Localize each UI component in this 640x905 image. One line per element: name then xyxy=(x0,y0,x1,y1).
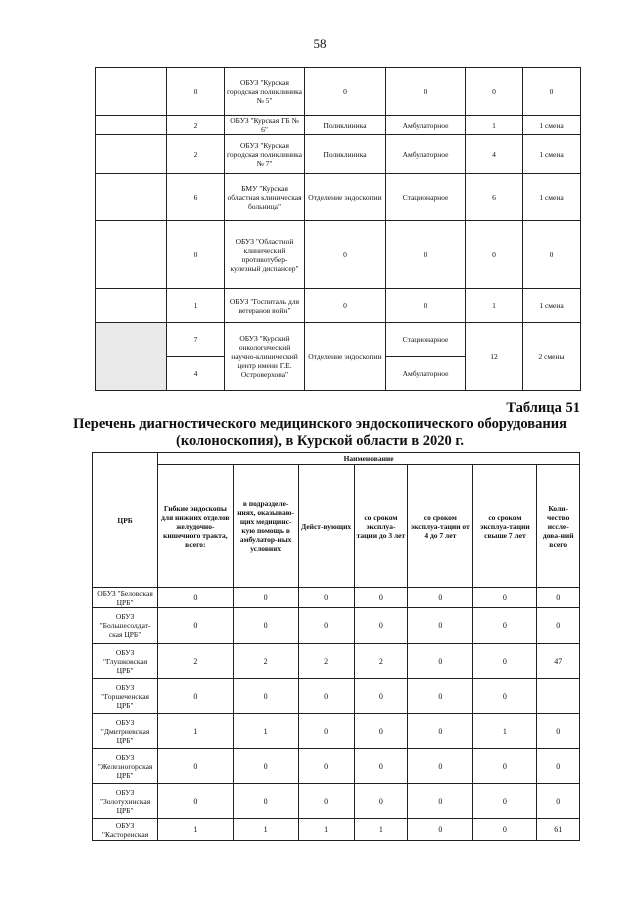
table-cell: 1 xyxy=(233,819,298,841)
table-cell: 2 xyxy=(158,644,233,679)
table-cell: ОБУЗ "Курская ГБ № 6" xyxy=(225,116,305,135)
table-cell: 0 xyxy=(354,749,408,784)
table-cell: 7 xyxy=(167,323,225,357)
endoscopy-departments-table xyxy=(95,67,581,391)
table-cell: 47 xyxy=(537,644,580,679)
table-cell: 6 xyxy=(167,174,225,221)
page-number: 58 xyxy=(313,36,327,51)
table-cell: 4 xyxy=(466,135,523,174)
table-row xyxy=(93,784,580,819)
table-row xyxy=(96,323,581,357)
table-cell: 0 xyxy=(408,714,473,749)
table-cell: 0 xyxy=(408,749,473,784)
table-cell: ОБУЗ "Курский онкологический научно-клинический центр имени Г.Е. Островерхова" xyxy=(225,323,305,391)
table-cell: 0 xyxy=(386,221,466,289)
table-cell: 0 xyxy=(233,784,298,819)
table-cell: 0 xyxy=(537,784,580,819)
table-cell: 0 xyxy=(408,588,473,608)
table-cell: 0 xyxy=(408,784,473,819)
table-cell: 0 xyxy=(386,68,466,116)
table-cell: ОБУЗ "Курская городская поликлиника № 5" xyxy=(225,68,305,116)
crb-name-cell: ОБУЗ "Глушковская ЦРБ" xyxy=(93,644,158,679)
table-cell: 1 смена xyxy=(523,135,581,174)
table-cell: 0 xyxy=(473,819,537,841)
table-cell: Отделение эндоскопии xyxy=(305,323,386,391)
table-row xyxy=(96,221,581,289)
header-group: Наименование xyxy=(158,453,580,465)
table-cell: Поликлиника xyxy=(305,116,386,135)
table-cell: 0 xyxy=(354,784,408,819)
table-cell: 0 xyxy=(298,608,354,644)
table-row xyxy=(96,116,581,135)
table-cell: ОБУЗ "Госпиталь для ветеранов войн" xyxy=(225,289,305,323)
crb-name-cell: ОБУЗ "Золотухинская ЦРБ" xyxy=(93,784,158,819)
table-cell: 0 xyxy=(537,714,580,749)
table-cell xyxy=(96,221,167,289)
table-cell: 6 xyxy=(466,174,523,221)
table-cell: 0 xyxy=(233,588,298,608)
table-cell: Амбулаторное xyxy=(386,135,466,174)
table-cell xyxy=(96,135,167,174)
table-cell: 0 xyxy=(473,588,537,608)
table-cell: 0 xyxy=(473,644,537,679)
table-cell: 1 смена xyxy=(523,116,581,135)
table-cell xyxy=(96,174,167,221)
table-cell: ОБУЗ "Курская городская поликлиника № 7" xyxy=(225,135,305,174)
table-cell: 0 xyxy=(473,784,537,819)
table-cell: 0 xyxy=(466,68,523,116)
crb-name-cell: ОБУЗ "Беловская ЦРБ" xyxy=(93,588,158,608)
table-cell: 0 xyxy=(408,819,473,841)
table-cell: 0 xyxy=(408,644,473,679)
table-cell: 0 xyxy=(537,749,580,784)
table-row xyxy=(96,174,581,221)
table-cell: 1 xyxy=(167,289,225,323)
table-cell: 1 смена xyxy=(523,289,581,323)
table-cell: 0 xyxy=(473,749,537,784)
colonoscopy-equipment-table xyxy=(92,452,580,841)
crb-name-cell: ОБУЗ "Дмитриевская ЦРБ" xyxy=(93,714,158,749)
table-row xyxy=(93,679,580,714)
table-cell: 0 xyxy=(386,289,466,323)
table-cell: 0 xyxy=(158,588,233,608)
column-header: Дейст-вующих xyxy=(298,465,354,588)
table-cell: Стационарное xyxy=(386,174,466,221)
column-header: со сроком эксплуа-тации от 4 до 7 лет xyxy=(408,465,473,588)
table-cell: 0 xyxy=(523,68,581,116)
table-cell xyxy=(96,68,167,116)
table-cell: 0 xyxy=(233,608,298,644)
table-cell xyxy=(96,116,167,135)
table-cell: 2 xyxy=(167,135,225,174)
table-cell: 0 xyxy=(298,679,354,714)
table-cell: БМУ "Курская областная клиническая больница" xyxy=(225,174,305,221)
table-cell: 0 xyxy=(158,608,233,644)
table-cell: 2 xyxy=(233,644,298,679)
column-header: Коли-чество иссле-дова-ний всего xyxy=(537,465,580,588)
table-cell: 1 xyxy=(466,289,523,323)
table-cell: 4 xyxy=(167,357,225,391)
table-title: Перечень диагностического медицинского эндоскопического оборудования (колоноскопия), в Курской области в 2020 г. xyxy=(73,416,567,449)
table-cell: 0 xyxy=(233,679,298,714)
table-cell: 0 xyxy=(233,749,298,784)
table-row xyxy=(96,135,581,174)
table-cell: 0 xyxy=(298,749,354,784)
table-cell: 0 xyxy=(158,784,233,819)
table-cell: 1 xyxy=(233,714,298,749)
column-header: со сроком эксплуа-тации до 3 лет xyxy=(354,465,408,588)
column-header: в подразделе-ниях, оказываю-щих медицинс-кую помощь в амбулатор-ных условиях xyxy=(233,465,298,588)
table-cell xyxy=(96,323,167,391)
table-cell: 2 смены xyxy=(523,323,581,391)
table-row xyxy=(93,714,580,749)
table-cell: 0 xyxy=(298,784,354,819)
table-cell: 0 xyxy=(473,608,537,644)
crb-name-cell: ОБУЗ "Касторенская xyxy=(93,819,158,841)
table-cell: 2 xyxy=(354,644,408,679)
table-cell: 1 xyxy=(354,819,408,841)
table-cell: 0 xyxy=(167,68,225,116)
table-cell: 0 xyxy=(408,679,473,714)
table-cell: Амбулаторное xyxy=(386,116,466,135)
table-cell: Амбулаторное xyxy=(386,357,466,391)
table-cell: 0 xyxy=(523,221,581,289)
column-header: со сроком эксплуа-тации свыше 7 лет xyxy=(473,465,537,588)
table-cell: 1 xyxy=(158,714,233,749)
table-cell: 2 xyxy=(167,116,225,135)
table-cell: 2 xyxy=(298,644,354,679)
table-row xyxy=(93,819,580,841)
crb-name-cell: ОБУЗ "Большесолдат-ская ЦРБ" xyxy=(93,608,158,644)
table-cell: 0 xyxy=(158,679,233,714)
crb-name-cell: ОБУЗ "Горшеченская ЦРБ" xyxy=(93,679,158,714)
table-label: Таблица 51 xyxy=(506,400,580,416)
table-cell xyxy=(537,679,580,714)
table-cell: 0 xyxy=(298,588,354,608)
table-cell: 0 xyxy=(354,588,408,608)
table-row xyxy=(93,644,580,679)
column-header: Гибкие эндоскопы для нижних отделов желудочно-кишечного тракта, всего: xyxy=(158,465,233,588)
crb-name-cell: ОБУЗ "Железногорская ЦРБ" xyxy=(93,749,158,784)
table-cell: 0 xyxy=(305,221,386,289)
table-cell: Отделение эндоскопии xyxy=(305,174,386,221)
table-cell: Стационарное xyxy=(386,323,466,357)
table-cell: 1 xyxy=(466,116,523,135)
table-cell: 1 xyxy=(298,819,354,841)
header-crb: ЦРБ xyxy=(93,453,158,588)
table-cell: 0 xyxy=(305,68,386,116)
table-cell: 1 xyxy=(158,819,233,841)
table-row xyxy=(93,608,580,644)
table-row xyxy=(96,289,581,323)
table-cell: 0 xyxy=(354,679,408,714)
table-row xyxy=(96,68,581,116)
table-cell: 0 xyxy=(466,221,523,289)
table-cell: 12 xyxy=(466,323,523,391)
table-cell: 0 xyxy=(408,608,473,644)
table-cell: 0 xyxy=(167,221,225,289)
table-cell: ОБУЗ "Областной клинический противотубер-кулезный диспансер" xyxy=(225,221,305,289)
table-cell: 1 смена xyxy=(523,174,581,221)
table-cell: 0 xyxy=(298,714,354,749)
table-row xyxy=(93,749,580,784)
table-cell: 61 xyxy=(537,819,580,841)
table-cell: 0 xyxy=(158,749,233,784)
table-cell: 0 xyxy=(354,714,408,749)
table-cell: 1 xyxy=(473,714,537,749)
table-cell xyxy=(96,289,167,323)
table-cell: 0 xyxy=(354,608,408,644)
table-cell: 0 xyxy=(473,679,537,714)
table-row xyxy=(93,588,580,608)
table-cell: Поликлиника xyxy=(305,135,386,174)
table-cell: 0 xyxy=(305,289,386,323)
table-cell: 0 xyxy=(537,588,580,608)
table-cell: 0 xyxy=(537,608,580,644)
